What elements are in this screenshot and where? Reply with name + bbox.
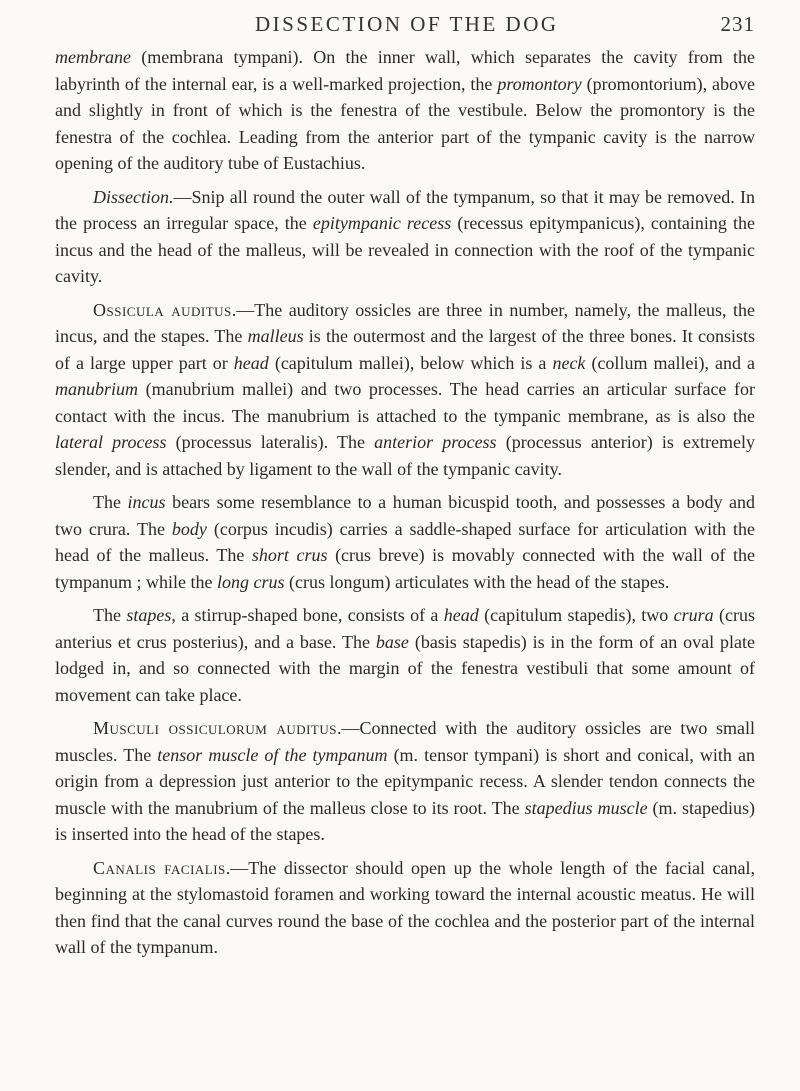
italic-term: lateral process (55, 432, 167, 452)
italic-term: anterior process (374, 432, 497, 452)
text-run: (m. stapedius) is inserted into the head of the stapes. (55, 797, 755, 844)
text-run: (processus lateralis). The (166, 432, 375, 452)
italic-term: short crus (251, 545, 328, 565)
text-run: (m. tensor tympani) is short and conical, with an origin from a depression just anterior to the epitympanic recess. A slender tendon connects the muscle with the manubrium of the malleus close to its root. The (55, 744, 755, 818)
italic-term: manubrium (55, 379, 139, 399)
text-run: is the outermost and the largest of the three bones. It consists of a large upper part or (55, 326, 755, 373)
italic-term: base (375, 631, 409, 652)
book-page (55, 0, 755, 968)
text-run: The (93, 605, 127, 625)
italic-term: stapedius muscle (524, 797, 648, 818)
paragraph-incus (55, 489, 755, 595)
paragraph-stapes (55, 602, 755, 708)
italic-term: membrane (55, 47, 131, 67)
section-heading: Canalis facialis (93, 857, 226, 878)
italic-term: promontory (497, 73, 582, 94)
italic-term: body (171, 518, 207, 539)
italic-term: head (233, 352, 269, 373)
text-run: .—The auditory ossicles are three in number, namely, the malleus, the incus, and the stapes. The (55, 299, 755, 346)
italic-term: stapes (126, 605, 172, 625)
text-run: .—The dissector should open up the whole length of the facial canal, beginning at the stylomastoid foramen and working toward the internal acoustic meatus. He will then find that the canal curves round the base of the cochlea and the posterior part of the internal wall of the tympanum. (55, 857, 755, 957)
text-run: (collum mallei), and a (585, 352, 755, 373)
page-number: 231 (720, 12, 755, 36)
text-run: bears some resemblance to a human bicuspid tooth, and possesses a body and two crura. The (55, 492, 755, 539)
text-run: The (93, 492, 128, 512)
text-run: (manubrium mallei) and two processes. The head carries an articular surface for contact with the incus. The manubrium is attached to the tympanic membrane, as is also the (55, 379, 755, 426)
italic-term: malleus (247, 326, 304, 346)
section-heading: Musculi ossiculorum auditus (93, 718, 337, 738)
italic-term: head (443, 605, 479, 625)
text-run: (crus breve) is movably connected with the wall of the tympanum ; while the (55, 545, 755, 592)
text-run: (membrana tympani). On the inner wall, which separates the cavity from the labyrinth of the internal ear, is a well-marked projection, the (55, 47, 755, 94)
text-run: (promontorium), above and slightly in front of which is the fenestra of the vestibule. Below the promontory is the fenestra of the cochlea. Leading from the anterior part of the tympanic cavity is the narrow opening of the auditory tube of Eustachius. (55, 73, 755, 173)
italic-term: incus (127, 492, 166, 512)
paragraph-musculi (55, 715, 755, 848)
text-run: (corpus incudis) carries a saddle-shaped surface for articulation with the head of the malleus. The (55, 518, 755, 565)
text-run: (capitulum stapedis), two (478, 605, 674, 625)
text-run: —Snip all round the outer wall of the tympanum, so that it may be removed. In the process an irregular space, the (55, 186, 755, 233)
text-run: (capitulum mallei), below which is a (268, 352, 553, 373)
text-run: .—Connected with the auditory ossicles are two small muscles. The (55, 718, 755, 765)
text-run: (processus anterior) is extremely slender, and is attached by ligament to the wall of the tympanic cavity. (55, 432, 756, 479)
text-run: (crus anterius et crus posterius), and a base. The (55, 605, 756, 652)
italic-term: epitympanic recess (312, 213, 452, 233)
italic-term: long crus (216, 571, 285, 592)
text-run: (basis stapedis) is in the form of an oval plate lodged in, and so connected with the margin of the fenestra vestibuli that some amount of movement can take place. (55, 631, 755, 705)
text-run: (crus longum) articulates with the head of the stapes. (284, 571, 670, 592)
paragraph-ossicula-auditus (55, 297, 755, 483)
section-heading: Ossicula auditus (93, 299, 232, 320)
italic-term: neck (552, 352, 586, 373)
paragraph-dissection (55, 184, 755, 290)
running-title: DISSECTION OF THE DOG (255, 12, 559, 36)
page-header (55, 0, 755, 44)
italic-term: Dissection. (93, 186, 174, 207)
paragraph-membrane (55, 44, 755, 177)
text-run: , a stirrup-shaped bone, consists of a (171, 605, 444, 625)
paragraph-canalis-facialis (55, 855, 755, 961)
text-run: (recessus epitympanicus), containing the incus and the head of the malleus, will be revealed in connection with the roof of the tympanic cavity. (55, 213, 755, 286)
italic-term: crura (673, 605, 714, 625)
body-text (55, 44, 755, 961)
italic-term: tensor muscle of the tympanum (157, 744, 388, 765)
